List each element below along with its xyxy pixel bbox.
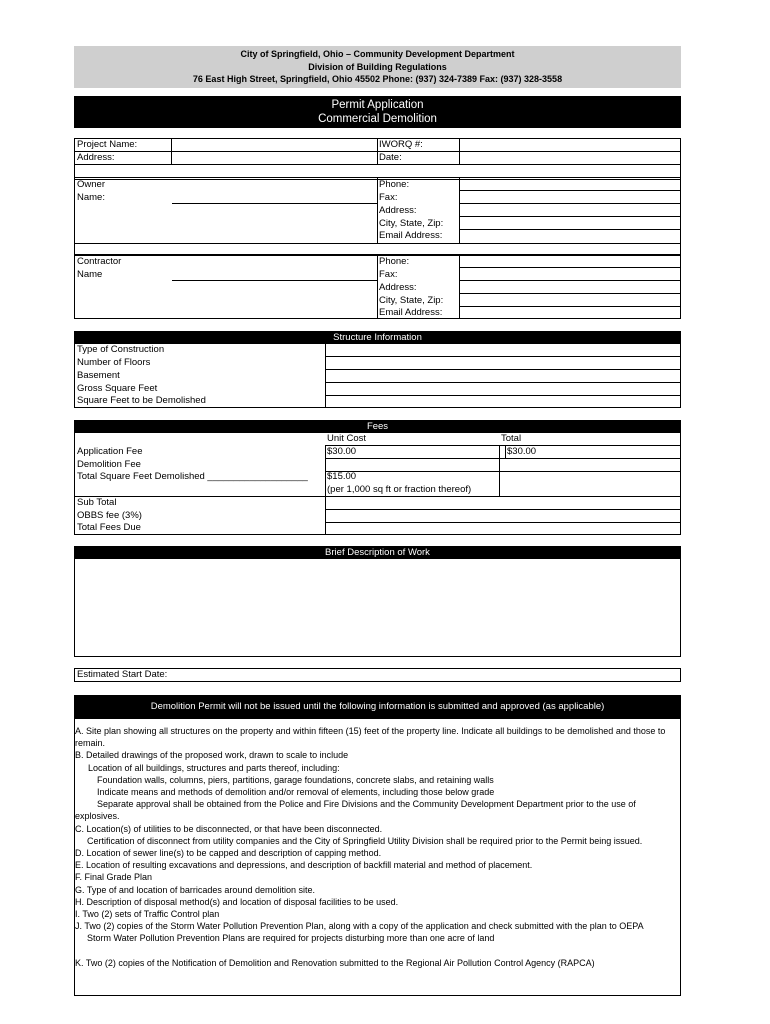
requirements-list [74,725,681,969]
obbs-fee-label: OBBS fee (3%) [77,510,142,521]
sub-total-label: Sub Total [77,497,117,508]
header-line-3: 76 East High Street, Springfield, Ohio 45502 Phone: (937) 324-7389 Fax: (937) 328-3558 [192,74,563,84]
owner-email-label: Email Address: [379,230,443,241]
requirement-c-1: Certification of disconnect from utility companies and the City of Springfield Utility Division shall be required prior to the Permit being issued. [87,835,643,846]
owner-name-label: Name: [77,192,105,203]
construction-type-label: Type of Construction [77,344,165,355]
contractor-phone-label: Phone: [379,256,410,267]
project-name-field[interactable] [172,139,377,151]
contractor-address-label: Address: [379,282,417,293]
requirement-e: E. Location of resulting excavations and depressions, and description of backfill material and method of placement. [75,860,533,871]
department-header [74,46,681,88]
description-title: Brief Description of Work [74,546,681,559]
owner-address-label: Address: [379,205,417,216]
structure-info-title: Structure Information [74,331,681,344]
contractor-email-label: Email Address: [379,307,443,318]
structure-info-table [74,343,681,408]
requirements-title: Demolition Permit will not be issued until the following information is submitted and approved (as applicable) [74,695,681,719]
owner-section [74,177,681,256]
contractor-label: Contractor [77,256,122,267]
requirement-c: C. Location(s) of utilities to be disconnected, or that have been disconnected. [75,823,383,834]
contractor-city-label: City, State, Zip: [379,295,444,306]
start-date-label: Estimated Start Date: [77,669,168,680]
fees-title: Fees [74,420,681,433]
owner-name-field[interactable] [172,203,377,204]
fees-table [74,432,681,535]
contractor-name-field[interactable] [172,280,377,281]
requirement-i: I. Two (2) sets of Traffic Control plan [75,909,220,920]
application-fee-unit: $30.00 [327,446,357,457]
demolition-fee-unit: $15.00 [327,471,357,482]
owner-phone-field[interactable] [460,178,680,190]
demolition-fee-label: Demolition Fee [77,459,141,470]
start-date-field[interactable] [175,669,675,681]
header-line-2: Division of Building Regulations [308,61,447,72]
application-fee-total: $30.00 [507,446,537,457]
start-date-row [74,668,681,682]
application-fee-label: Application Fee [77,446,143,457]
owner-city-label: City, State, Zip: [379,218,444,229]
basement-label: Basement [77,370,120,381]
project-name-label: Project Name: [77,139,138,150]
gross-sqft-label: Gross Square Feet [77,383,158,394]
requirement-h: H. Description of disposal method(s) and location of disposal facilities to be used. [75,896,399,907]
total-header: Total [501,433,522,444]
requirement-b-2: Foundation walls, columns, piers, partitions, garage foundations, concrete slabs, and retaining walls [97,774,494,785]
requirement-f: F. Final Grade Plan [75,872,153,883]
requirement-d: D. Location of sewer line(s) to be capped and description of capping method. [75,848,382,859]
requirement-b-3: Indicate means and methods of demolition and/or removal of elements, including those below grade [97,787,495,798]
project-address-field[interactable] [172,152,377,164]
iworq-field[interactable] [460,139,680,151]
number-of-floors-label: Number of Floors [77,357,151,368]
description-field[interactable] [74,558,681,657]
title-line-1: Permit Application [331,99,424,111]
unit-cost-header: Unit Cost [327,433,367,444]
requirement-g: G. Type of and location of barricades around demolition site. [75,884,315,895]
contractor-section [74,254,681,319]
date-field[interactable] [460,152,680,164]
form-title [74,96,681,128]
demolition-fee-note: (per 1,000 sq ft or fraction thereof) [327,484,472,495]
owner-fax-label: Fax: [379,192,398,203]
project-address-label: Address: [77,152,115,163]
title-line-2: Commercial Demolition [318,113,437,125]
header-line-1: City of Springfield, Ohio – Community Development Department [240,49,515,59]
contractor-name-label: Name [77,269,103,280]
date-label: Date: [379,152,402,163]
requirement-j: J. Two (2) copies of the Storm Water Pollution Prevention Plan, along with a copy of the application and check submitted with the plan to OEPA [75,921,644,932]
demolished-sqft-label: Square Feet to be Demolished [77,395,206,406]
requirement-a: A. Site plan showing all structures on the property and within fifteen (15) feet of the property line. Indicate all buildings to be demolished and those to remain. [75,726,666,749]
owner-label: Owner [77,179,105,190]
iworq-label: IWORQ #: [379,139,423,150]
requirement-b: B. Detailed drawings of the proposed work, drawn to scale to include [75,750,349,761]
requirement-k: K. Two (2) copies of the Notification of Demolition and Renovation submitted to the Regional Air Pollution Control Agency (RAPCA) [75,957,595,968]
requirement-j-1: Storm Water Pollution Prevention Plans are required for projects disturbing more than one acre of land [87,933,495,944]
project-section [74,138,681,180]
contractor-fax-label: Fax: [379,269,398,280]
total-sqft-demolished-label: Total Square Feet Demolished ___________________ [77,471,308,482]
requirement-b-4: Separate approval shall be obtained from the Police and Fire Divisions and the Community Development Department prior to the use of explosives. [75,799,636,822]
owner-phone-label: Phone: [379,179,410,190]
total-fees-due-label: Total Fees Due [77,522,141,533]
requirement-b-1: Location of all buildings, structures and parts thereof, including: [88,762,340,773]
